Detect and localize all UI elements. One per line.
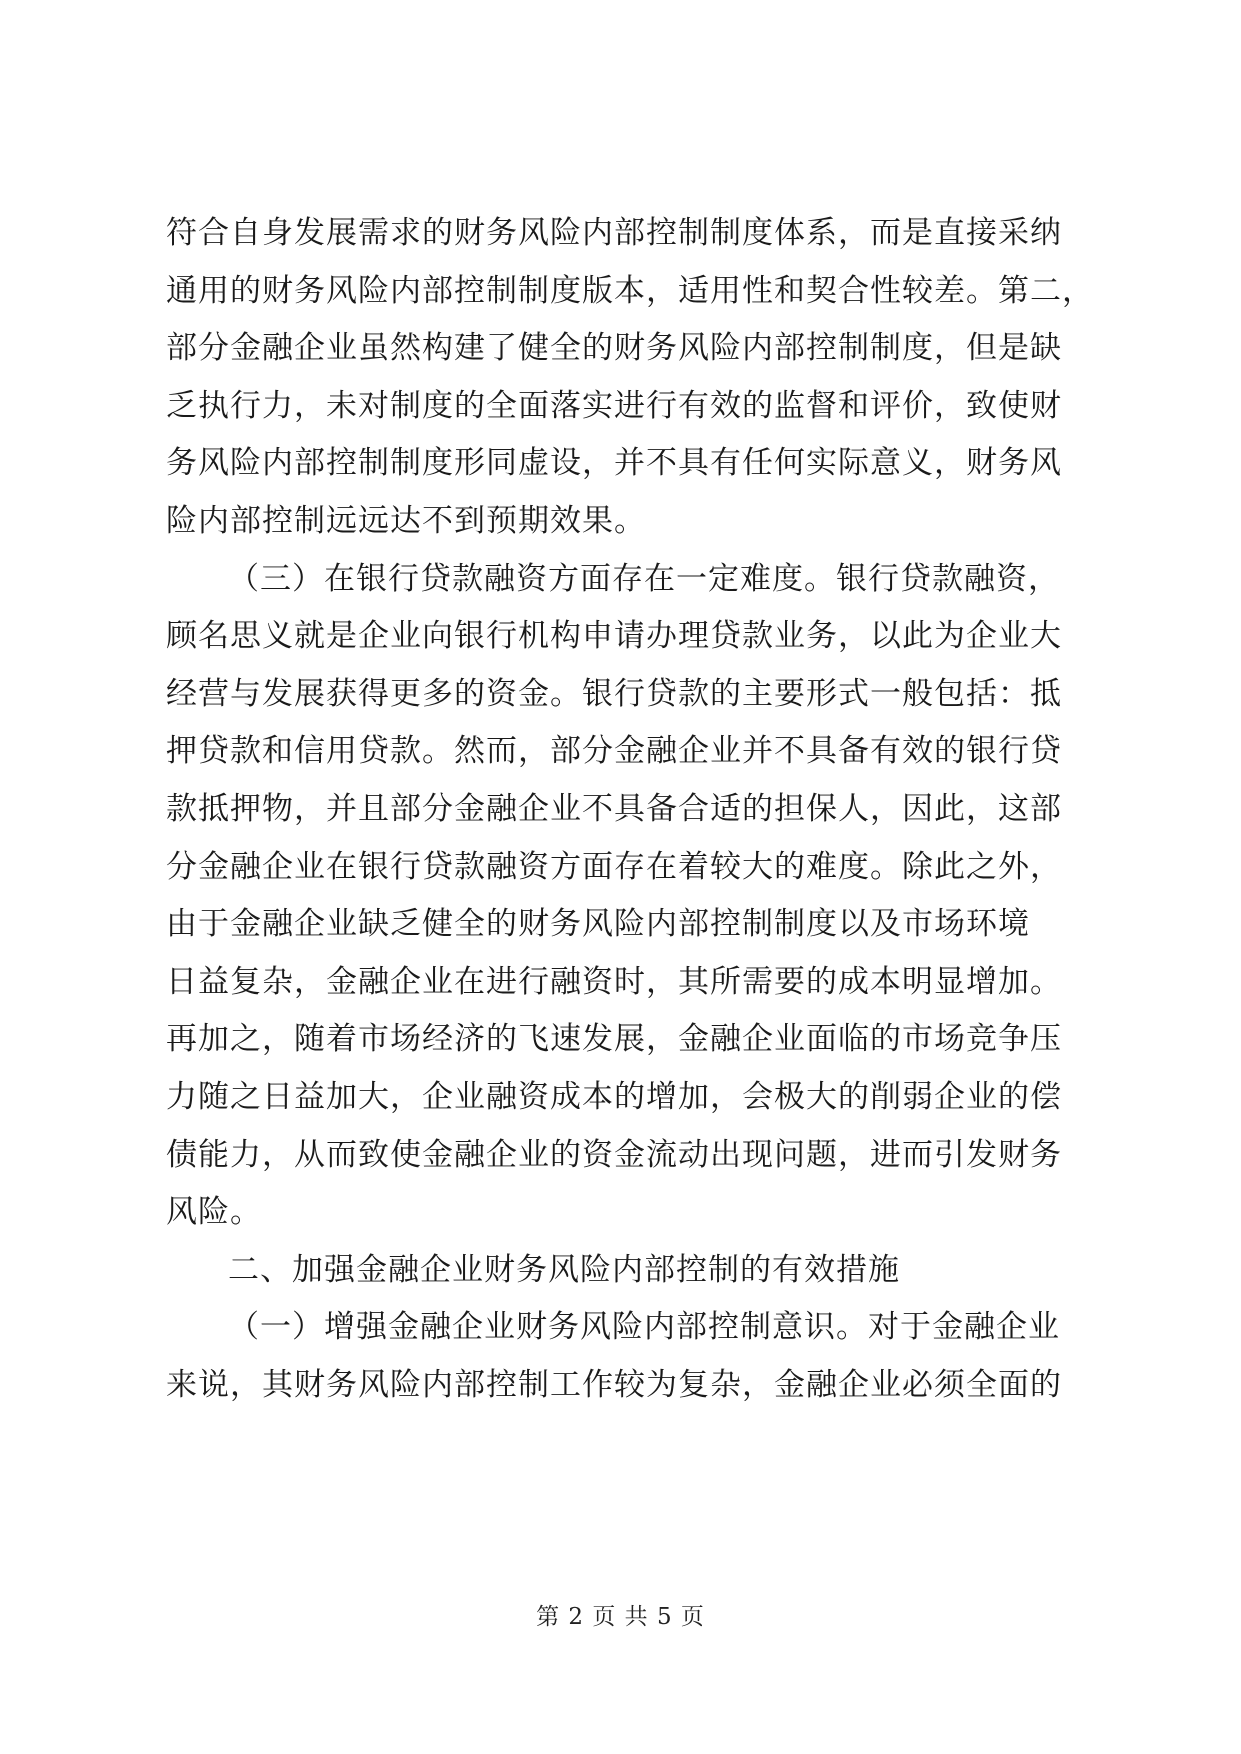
text-line: 风险。: [166, 1194, 262, 1231]
text-line: 分金融企业在银行贷款融资方面存在着较大的难度。除此之外，: [166, 848, 1062, 885]
text-line: 符合自身发展需求的财务风险内部控制制度体系，而是直接采纳: [166, 215, 1062, 251]
text-line: 日益复杂，金融企业在进行融资时，其所需要的成本明显增加。: [166, 963, 1062, 1000]
text-line: 债能力，从而致使金融企业的资金流动出现问题，进而引发财务: [166, 1136, 1062, 1173]
text-line: （一）增强金融企业财务风险内部控制意识。对于金融企业: [228, 1309, 1060, 1346]
text-line: （三）在银行贷款融资方面存在一定难度。银行贷款融资，: [228, 560, 1060, 597]
page-number-footer: 第 2 页 共 5 页: [536, 1604, 705, 1630]
text-line: 经营与发展获得更多的资金。银行贷款的主要形式一般包括：抵: [166, 675, 1062, 712]
text-line: 乏执行力，未对制度的全面落实进行有效的监督和评价，致使财: [166, 387, 1062, 424]
text-line: 部分金融企业虽然构建了健全的财务风险内部控制制度，但是缺: [166, 330, 1062, 367]
text-line: 款抵押物，并且部分金融企业不具备合适的担保人，因此，这部: [166, 790, 1062, 827]
text-line: 险内部控制远远达不到预期效果。: [166, 502, 646, 539]
text-line: 力随之日益加大，企业融资成本的增加，会极大的削弱企业的偿: [166, 1078, 1062, 1115]
section-heading: 二、加强金融企业财务风险内部控制的有效措施: [228, 1251, 900, 1288]
text-line: 再加之，随着市场经济的飞速发展，金融企业面临的市场竞争压: [166, 1021, 1062, 1058]
text-line: 来说，其财务风险内部控制工作较为复杂，金融企业必须全面的: [166, 1366, 1062, 1403]
text-line: 务风险内部控制制度形同虚设，并不具有任何实际意义，财务风: [166, 445, 1062, 482]
text-line: 通用的财务风险内部控制制度版本，适用性和契合性较差。第二，: [166, 272, 1094, 309]
text-line: 押贷款和信用贷款。然而，部分金融企业并不具备有效的银行贷: [166, 733, 1062, 770]
body-text: [166, 205, 1094, 1414]
text-line: 顾名思义就是企业向银行机构申请办理贷款业务，以此为企业大: [166, 618, 1062, 655]
text-line: 由于金融企业缺乏健全的财务风险内部控制制度以及市场环境: [166, 906, 1030, 943]
